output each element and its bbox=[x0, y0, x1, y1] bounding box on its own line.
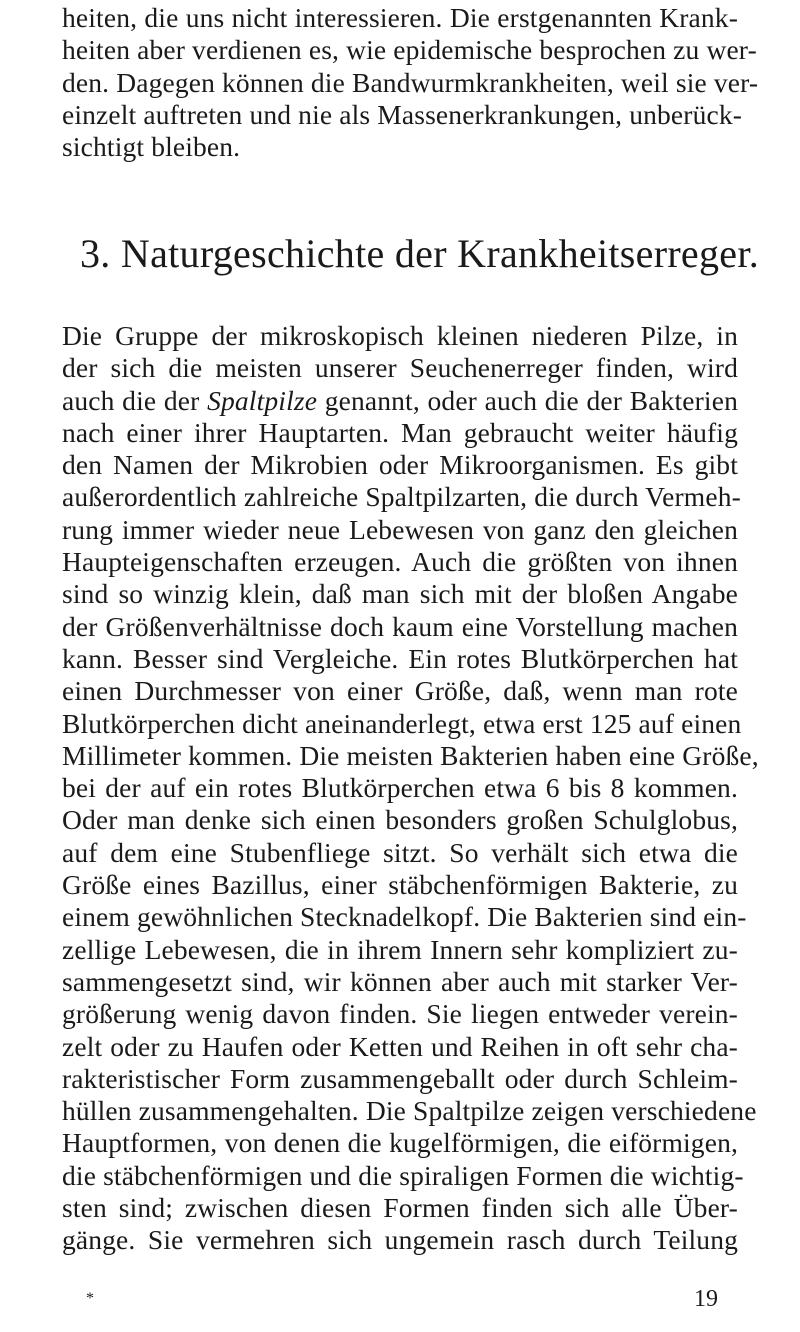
text-line-emphasis bbox=[62, 385, 738, 417]
text-line: einem gewöhnlichen Stecknadelkopf. Die Bakterien sind ein- bbox=[62, 901, 747, 933]
text-line: rakteristischer Form zusammengeballt oder durch Schleim- bbox=[62, 1062, 738, 1094]
text-line: Blutkörperchen dicht aneinanderlegt, etwa erst 125 auf einen bbox=[62, 707, 742, 739]
text-line: größerung wenig davon finden. Sie liegen entweder verein- bbox=[62, 998, 738, 1030]
section-heading: 3. Naturgeschichte der Krankheitserreger. bbox=[80, 231, 760, 276]
text-line: sichtigt bleiben. bbox=[62, 131, 241, 163]
text-line: gänge. Sie vermehren sich ungemein rasch durch Teilung bbox=[62, 1224, 738, 1256]
text-segment: genannt, oder auch die der Bakterien bbox=[317, 384, 738, 416]
text-line: den Namen der Mikrobien oder Mikroorganismen. Es gibt bbox=[62, 449, 738, 481]
text-line: einen Durchmesser von einer Größe, daß, wenn man rote bbox=[62, 675, 738, 707]
text-line: außerordentlich zahlreiche Spaltpilzarten, die durch Vermeh- bbox=[62, 481, 741, 513]
paragraph-main bbox=[62, 320, 759, 1257]
paragraph-intro bbox=[62, 2, 759, 163]
text-line: bei der auf ein rotes Blutkörperchen etwa 6 bis 8 kommen. bbox=[62, 772, 738, 804]
text-line: auf dem eine Stubenfliege sitzt. So verhält sich etwa die bbox=[62, 836, 738, 868]
text-line: kann. Besser sind Vergleiche. Ein rotes Blutkörperchen hat bbox=[62, 642, 738, 674]
text-line: Hauptformen, von denen die kugelförmigen, die eiförmigen, bbox=[62, 1127, 738, 1159]
page-number: 19 bbox=[694, 1286, 718, 1312]
text-line: Die Gruppe der mikroskopisch kleinen niederen Pilze, in bbox=[62, 320, 738, 351]
text-line: heiten aber verdienen es, wie epidemische besprochen zu wer- bbox=[62, 34, 757, 66]
text-line: Oder man denke sich einen besonders großen Schulglobus, bbox=[62, 804, 738, 836]
text-line: der Größenverhältnisse doch kaum eine Vorstellung machen bbox=[62, 610, 738, 642]
text-line: die stäbchenförmigen und die spiraligen Formen die wichtig- bbox=[62, 1159, 744, 1191]
emphasized-term: Spaltpilze bbox=[207, 384, 318, 416]
text-segment: auch die der bbox=[62, 384, 208, 416]
text-line: einzelt auftreten und nie als Massenerkrankungen, unberück- bbox=[62, 98, 743, 130]
text-line: rung immer wieder neue Lebewesen von ganz den gleichen bbox=[62, 513, 738, 545]
text-line: Größe eines Bazillus, einer stäbchenförmigen Bakterie, zu bbox=[62, 869, 738, 901]
text-line: der sich die meisten unserer Seuchenerreger finden, wird bbox=[62, 352, 738, 384]
text-line: zellige Lebewesen, die in ihrem Innern sehr kompliziert zu- bbox=[62, 933, 738, 965]
text-line: den. Dagegen können die Bandwurmkrankheiten, weil sie ver- bbox=[62, 66, 759, 98]
text-line: Millimeter kommen. Die meisten Bakterien haben eine Größe, bbox=[62, 739, 759, 771]
text-line: zelt oder zu Haufen oder Ketten und Reihen in oft sehr cha- bbox=[62, 1030, 738, 1062]
text-line: Haupteigenschaften erzeugen. Auch die größten von ihnen bbox=[62, 546, 738, 578]
text-line: sind so winzig klein, daß man sich mit der bloßen Angabe bbox=[62, 578, 738, 610]
text-line: heiten, die uns nicht interessieren. Die erstgenannten Krank- bbox=[62, 2, 738, 33]
text-line: sten sind; zwischen diesen Formen finden sich alle Über- bbox=[62, 1192, 738, 1224]
text-line: hüllen zusammengehalten. Die Spaltpilze zeigen verschiedene bbox=[62, 1095, 757, 1127]
text-line: sammengesetzt sind, wir können aber auch mit starker Ver- bbox=[62, 965, 738, 997]
footer-mark: * bbox=[86, 1290, 94, 1307]
text-line: nach einer ihrer Hauptarten. Man gebraucht weiter häufig bbox=[62, 416, 738, 448]
